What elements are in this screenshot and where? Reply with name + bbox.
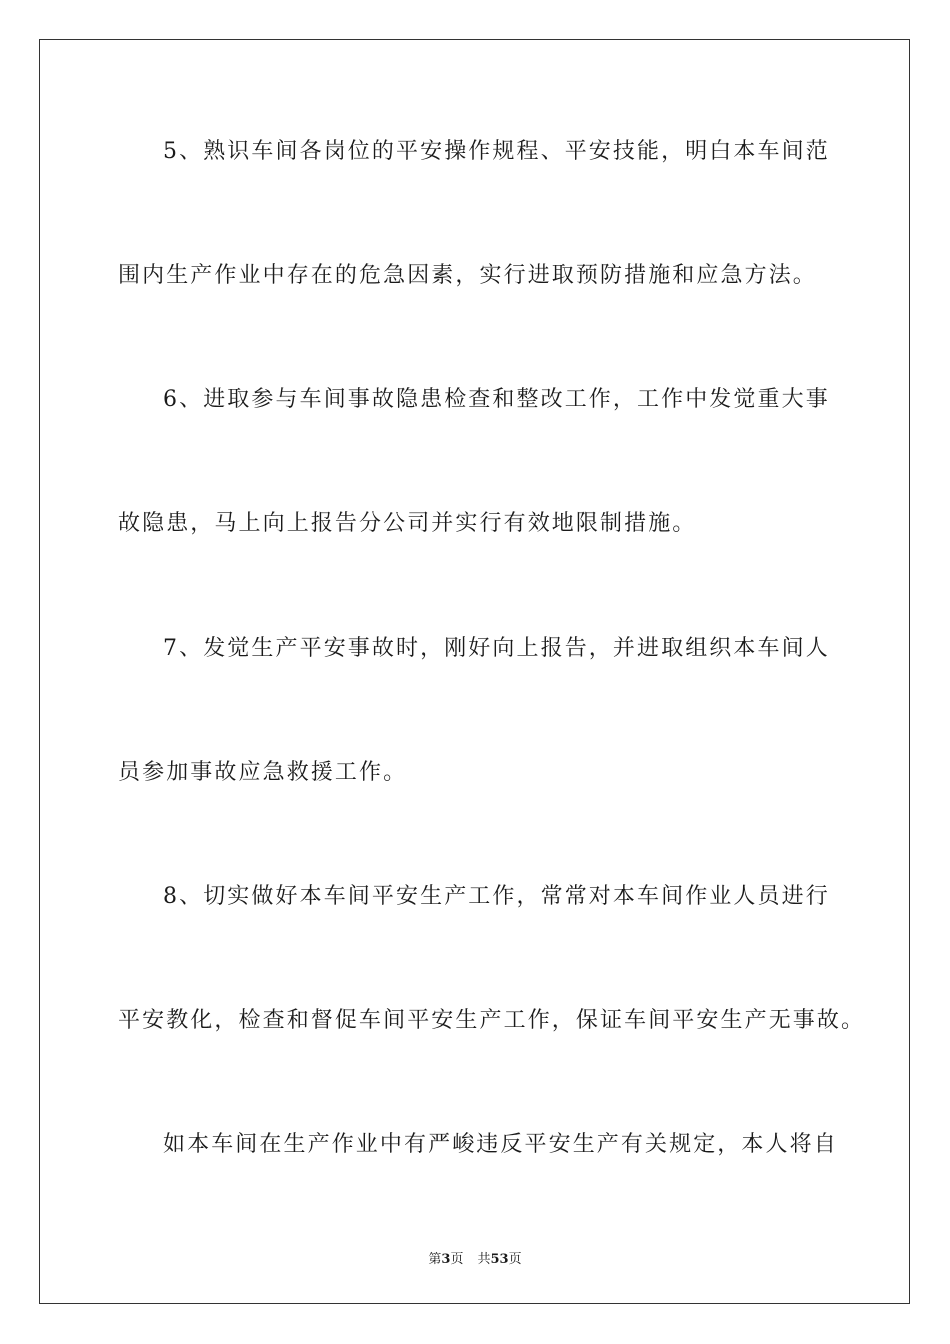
paragraph-line: 7、发觉生产平安事故时，刚好向上报告，并进取组织本车间人 — [163, 636, 830, 661]
paragraph-line: 围内生产作业中存在的危急因素，实行进取预防措施和应急方法。 — [118, 263, 817, 288]
total-suffix: 页 — [508, 1252, 522, 1267]
total-pages: 53 — [490, 1252, 509, 1267]
paragraph-line: 5、熟识车间各岗位的平安操作规程、平安技能，明白本车间范 — [163, 139, 830, 164]
page-suffix: 页 — [450, 1252, 464, 1267]
total-prefix: 共 — [477, 1252, 491, 1267]
page-border — [39, 39, 910, 1304]
paragraph-line: 8、切实做好本车间平安生产工作，常常对本车间作业人员进行 — [163, 884, 830, 909]
page-footer — [0, 1248, 950, 1267]
paragraph-line: 故隐患，马上向上报告分公司并实行有效地限制措施。 — [118, 511, 697, 536]
page-prefix: 第 — [428, 1252, 442, 1267]
paragraph-line: 6、进取参与车间事故隐患检查和整改工作，工作中发觉重大事 — [163, 387, 830, 412]
page-number: 3 — [441, 1252, 451, 1267]
paragraph-line: 员参加事故应急救援工作。 — [118, 760, 408, 785]
paragraph-line: 如本车间在生产作业中有严峻违反平安生产有关规定，本人将自 — [163, 1132, 838, 1157]
paragraph-line: 平安教化，检查和督促车间平安生产工作，保证车间平安生产无事故。 — [118, 1008, 866, 1033]
